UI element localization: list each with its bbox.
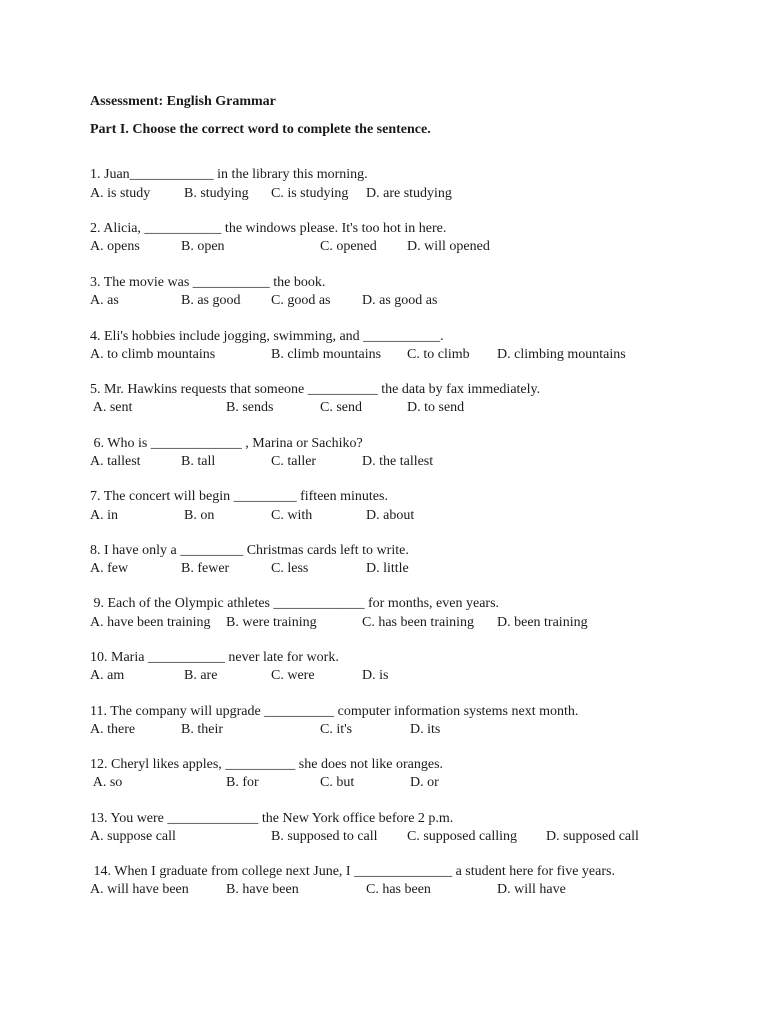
question-11-option-d: D. its <box>410 722 441 737</box>
question-7-option-b: B. on <box>184 508 215 523</box>
question-14-option-a: A. will have been <box>90 882 189 897</box>
question-5-text: 5. Mr. Hawkins requests that someone __________ the data by fax immediately. <box>90 382 541 397</box>
question-10-text: 10. Maria ___________ never late for work. <box>90 650 339 665</box>
question-3-option-b: B. as good <box>181 293 241 308</box>
question-13-option-a: A. suppose call <box>90 829 176 844</box>
question-10-option-d: D. is <box>362 668 389 683</box>
question-3-text: 3. The movie was ___________ the book. <box>90 275 326 290</box>
question-14-option-d: D. will have <box>497 882 566 897</box>
question-6-option-d: D. the tallest <box>362 454 434 469</box>
question-2-option-d: D. will opened <box>407 239 490 254</box>
question-11-text: 11. The company will upgrade __________ computer information systems next month. <box>90 704 579 719</box>
question-4-option-d: D. climbing mountains <box>497 347 626 362</box>
question-12-option-c: C. but <box>320 775 355 790</box>
question-7-option-d: D. about <box>366 508 415 523</box>
question-4-option-b: B. climb mountains <box>271 347 382 362</box>
question-4-text: 4. Eli's hobbies include jogging, swimming, and ___________. <box>90 329 444 344</box>
question-8-option-a: A. few <box>90 561 129 576</box>
question-1-option-c: C. is studying <box>271 186 349 201</box>
question-1-option-b: B. studying <box>184 186 249 201</box>
question-5-option-a: A. sent <box>90 400 133 415</box>
question-5-option-b: B. sends <box>226 400 274 415</box>
question-6-text: 6. Who is _____________ , Marina or Sachiko? <box>90 436 363 451</box>
question-7-option-c: C. with <box>271 508 313 523</box>
page-title: Assessment: English Grammar <box>90 94 276 109</box>
question-2-option-a: A. opens <box>90 239 140 254</box>
question-10-option-b: B. are <box>184 668 218 683</box>
question-11-option-a: A. there <box>90 722 136 737</box>
question-7-option-a: A. in <box>90 508 118 523</box>
question-3-option-c: C. good as <box>271 293 331 308</box>
question-9-option-a: A. have been training <box>90 615 211 630</box>
question-9-option-b: B. were training <box>226 615 317 630</box>
question-11-option-c: C. it's <box>320 722 353 737</box>
question-10-option-a: A. am <box>90 668 125 683</box>
question-7-text: 7. The concert will begin _________ fifteen minutes. <box>90 489 388 504</box>
question-6-option-c: C. taller <box>271 454 317 469</box>
question-9-text: 9. Each of the Olympic athletes _____________ for months, even years. <box>90 596 500 611</box>
question-13-option-d: D. supposed call <box>546 829 639 844</box>
question-11-option-b: B. their <box>181 722 223 737</box>
question-4-option-a: A. to climb mountains <box>90 347 216 362</box>
question-3-option-d: D. as good as <box>362 293 438 308</box>
question-1-text: 1. Juan____________ in the library this morning. <box>90 167 368 182</box>
question-5-option-d: D. to send <box>407 400 465 415</box>
question-5-option-c: C. send <box>320 400 362 415</box>
question-8-option-c: C. less <box>271 561 309 576</box>
question-6-option-b: B. tall <box>181 454 216 469</box>
question-8-option-d: D. little <box>366 561 409 576</box>
question-10-option-c: C. were <box>271 668 315 683</box>
question-6-option-a: A. tallest <box>90 454 141 469</box>
question-9-option-c: C. has been training <box>362 615 474 630</box>
question-14-option-c: C. has been <box>366 882 431 897</box>
question-1-option-a: A. is study <box>90 186 151 201</box>
question-8-option-b: B. fewer <box>181 561 230 576</box>
question-1-option-d: D. are studying <box>366 186 452 201</box>
question-13-option-b: B. supposed to call <box>271 829 378 844</box>
question-14-text: 14. When I graduate from college next June, I ______________ a student here for five years. <box>90 864 615 879</box>
question-12-text: 12. Cheryl likes apples, __________ she does not like oranges. <box>90 757 444 772</box>
question-8-text: 8. I have only a _________ Christmas cards left to write. <box>90 543 409 558</box>
question-14-option-b: B. have been <box>226 882 299 897</box>
question-13-option-c: C. supposed calling <box>407 829 518 844</box>
question-12-option-b: B. for <box>226 775 259 790</box>
question-2-text: 2. Alicia, ___________ the windows please. It's too hot in here. <box>90 221 447 236</box>
question-12-option-a: A. so <box>90 775 123 790</box>
question-4-option-c: C. to climb <box>407 347 470 362</box>
question-9-option-d: D. been training <box>497 615 588 630</box>
question-3-option-a: A. as <box>90 293 119 308</box>
question-2-option-b: B. open <box>181 239 225 254</box>
part-heading: Part I. Choose the correct word to complete the sentence. <box>90 122 431 137</box>
question-12-option-d: D. or <box>410 775 439 790</box>
question-13-text: 13. You were _____________ the New York office before 2 p.m. <box>90 811 454 826</box>
question-2-option-c: C. opened <box>320 239 377 254</box>
